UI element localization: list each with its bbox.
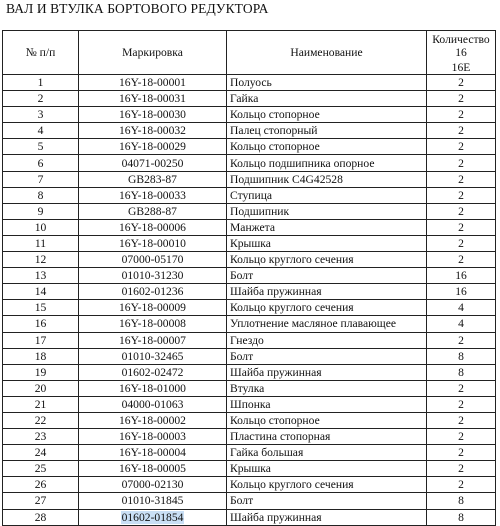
row-code: 16Y-18-00032: [79, 123, 227, 139]
row-num: 1: [3, 75, 79, 91]
row-code: 07000-02130: [79, 477, 227, 493]
row-code: 01010-31845: [79, 493, 227, 509]
row-code: 16Y-18-00004: [79, 445, 227, 461]
row-code: 01010-32465: [79, 348, 227, 364]
row-num: 28: [3, 509, 79, 525]
row-name: Уплотнение масляное плавающее: [227, 316, 427, 332]
row-qty: 16: [427, 284, 496, 300]
row-name: Крышка: [227, 461, 427, 477]
row-qty: 2: [427, 477, 496, 493]
row-qty: 4: [427, 300, 496, 316]
table-row: [3, 284, 496, 300]
row-code: 16Y-18-00006: [79, 219, 227, 235]
row-qty: 2: [427, 429, 496, 445]
row-qty: 2: [427, 445, 496, 461]
row-name: Шайба пружинная: [227, 364, 427, 380]
header-qty: [427, 31, 496, 61]
row-code: 16Y-18-00003: [79, 429, 227, 445]
table-row: [3, 219, 496, 235]
row-qty: 2: [427, 75, 496, 91]
row-num: 10: [3, 219, 79, 235]
row-qty: 2: [427, 461, 496, 477]
row-num: 14: [3, 284, 79, 300]
row-qty: 8: [427, 348, 496, 364]
table-row: [3, 123, 496, 139]
row-num: 23: [3, 429, 79, 445]
header-marking: Маркировка: [79, 31, 227, 75]
table-row: [3, 107, 496, 123]
row-name: Кольцо круглого сечения: [227, 300, 427, 316]
row-name: Гайка: [227, 91, 427, 107]
row-qty: 8: [427, 493, 496, 509]
row-qty: 2: [427, 171, 496, 187]
row-code: 16Y-18-00030: [79, 107, 227, 123]
table-row: [3, 139, 496, 155]
row-qty: 2: [427, 235, 496, 251]
table-row: [3, 493, 496, 509]
row-num: 18: [3, 348, 79, 364]
row-name: Кольцо круглого сечения: [227, 252, 427, 268]
row-num: 4: [3, 123, 79, 139]
row-qty: 2: [427, 252, 496, 268]
row-num: 21: [3, 396, 79, 412]
row-code: 16Y-18-00001: [79, 75, 227, 91]
table-row: [3, 348, 496, 364]
row-qty: 2: [427, 396, 496, 412]
table-row: [3, 235, 496, 251]
row-code: 01010-31230: [79, 268, 227, 284]
row-name: Кольцо круглого сечения: [227, 477, 427, 493]
row-name: Шайба пружинная: [227, 284, 427, 300]
parts-table: [2, 30, 496, 526]
row-qty: 2: [427, 155, 496, 171]
row-num: 22: [3, 412, 79, 428]
row-name: Гайка большая: [227, 445, 427, 461]
header-qty-model-1: 16: [455, 45, 467, 59]
row-code: 16Y-18-00029: [79, 139, 227, 155]
row-qty: 2: [427, 123, 496, 139]
row-code: 16Y-18-00009: [79, 300, 227, 316]
table-row: [3, 91, 496, 107]
row-num: 26: [3, 477, 79, 493]
row-code: 16Y-18-00008: [79, 316, 227, 332]
row-name: Кольцо стопорное: [227, 107, 427, 123]
row-name: Манжета: [227, 219, 427, 235]
table-row: [3, 461, 496, 477]
row-name: Пластина стопорная: [227, 429, 427, 445]
header-name: Наименование: [227, 31, 427, 75]
row-num: 17: [3, 332, 79, 348]
row-num: 9: [3, 203, 79, 219]
row-name: Болт: [227, 348, 427, 364]
row-qty: 2: [427, 332, 496, 348]
row-num: 7: [3, 171, 79, 187]
row-name: Гнездо: [227, 332, 427, 348]
row-name: Болт: [227, 493, 427, 509]
row-name: Кольцо подшипника опорное: [227, 155, 427, 171]
row-num: 27: [3, 493, 79, 509]
row-qty: 2: [427, 219, 496, 235]
row-qty: 2: [427, 412, 496, 428]
row-num: 2: [3, 91, 79, 107]
table-row: [3, 364, 496, 380]
row-num: 20: [3, 380, 79, 396]
row-code: [79, 509, 227, 525]
row-qty: 2: [427, 187, 496, 203]
table-row: [3, 300, 496, 316]
table-row: [3, 396, 496, 412]
header-qty-model-2: 16E: [427, 61, 496, 75]
row-num: 15: [3, 300, 79, 316]
row-num: 5: [3, 139, 79, 155]
table-row: [3, 252, 496, 268]
row-code: GB288-87: [79, 203, 227, 219]
table-row: [3, 477, 496, 493]
row-code: 16Y-18-01000: [79, 380, 227, 396]
row-qty: 2: [427, 139, 496, 155]
row-name: Полуось: [227, 75, 427, 91]
row-code: 16Y-18-00010: [79, 235, 227, 251]
table-row: [3, 203, 496, 219]
table-row: [3, 75, 496, 91]
row-qty: 8: [427, 364, 496, 380]
table-row: [3, 509, 496, 525]
row-qty: 2: [427, 380, 496, 396]
row-qty: 2: [427, 107, 496, 123]
row-name: Крышка: [227, 235, 427, 251]
table-row: [3, 187, 496, 203]
row-code: GB283-87: [79, 171, 227, 187]
row-name: Шайба пружинная: [227, 509, 427, 525]
header-qty-label: Количество: [432, 32, 490, 46]
row-code: 04071-00250: [79, 155, 227, 171]
row-num: 6: [3, 155, 79, 171]
header-num: № п/п: [3, 31, 79, 75]
row-code: 01602-01236: [79, 284, 227, 300]
row-num: 12: [3, 252, 79, 268]
row-num: 19: [3, 364, 79, 380]
row-code: 16Y-18-00007: [79, 332, 227, 348]
row-code: 07000-05170: [79, 252, 227, 268]
row-qty: 4: [427, 316, 496, 332]
table-row: [3, 316, 496, 332]
table-row: [3, 380, 496, 396]
row-name: Подшипник C4G42528: [227, 171, 427, 187]
table-row: [3, 412, 496, 428]
document-title: ВАЛ И ВТУЛКА БОРТОВОГО РЕДУКТОРА: [6, 1, 269, 16]
table-row: [3, 445, 496, 461]
row-num: 24: [3, 445, 79, 461]
row-name: Втулка: [227, 380, 427, 396]
row-name: Подшипник: [227, 203, 427, 219]
row-num: 16: [3, 316, 79, 332]
table-row: [3, 171, 496, 187]
row-name: Палец стопорный: [227, 123, 427, 139]
table-row: [3, 268, 496, 284]
row-name: Кольцо стопорное: [227, 139, 427, 155]
table-row: [3, 332, 496, 348]
row-code: 16Y-18-00031: [79, 91, 227, 107]
row-num: 8: [3, 187, 79, 203]
row-code: 16Y-18-00033: [79, 187, 227, 203]
selected-text[interactable]: 01602-01854: [121, 510, 184, 524]
row-code: 04000-01063: [79, 396, 227, 412]
row-code: 16Y-18-00005: [79, 461, 227, 477]
row-qty: 2: [427, 91, 496, 107]
row-num: 13: [3, 268, 79, 284]
table-row: [3, 155, 496, 171]
row-code: 16Y-18-00002: [79, 412, 227, 428]
row-name: Болт: [227, 268, 427, 284]
row-name: Кольцо стопорное: [227, 412, 427, 428]
row-num: 25: [3, 461, 79, 477]
row-qty: 16: [427, 268, 496, 284]
row-qty: 2: [427, 203, 496, 219]
table-row: [3, 429, 496, 445]
row-num: 3: [3, 107, 79, 123]
row-name: Шпонка: [227, 396, 427, 412]
row-name: Ступица: [227, 187, 427, 203]
row-code: 01602-02472: [79, 364, 227, 380]
row-num: 11: [3, 235, 79, 251]
row-qty: 8: [427, 509, 496, 525]
